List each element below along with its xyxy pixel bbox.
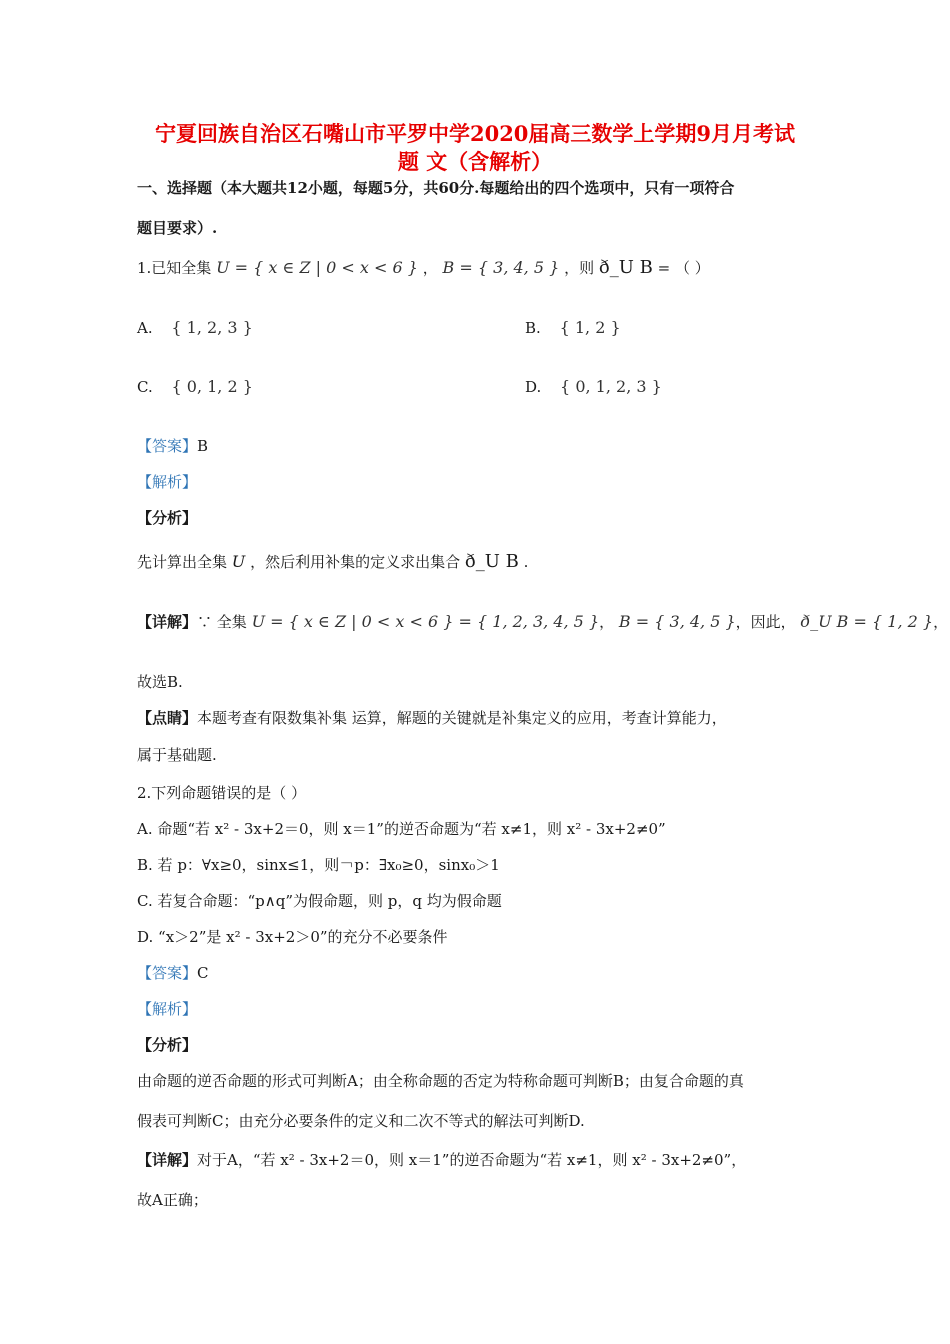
document-title — [130, 120, 820, 176]
q2-fenxi-line-2: 假表可判断C；由充分必要条件的定义和二次不等式的解法可判断D. — [137, 1112, 585, 1130]
q1-answer-tag: 【答案】 — [137, 437, 198, 455]
q1-stem-mid: ，则 — [564, 259, 595, 277]
section-heading-line-1: 一、选择题（本大题共12小题，每题5分，共60分.每题给出的四个选项中，只有一项符合 — [137, 179, 735, 197]
q2-answer-value: C — [197, 964, 209, 982]
q2-detail-line-2: 故A正确； — [137, 1191, 208, 1209]
q2-answer-tag: 【答案】 — [137, 964, 198, 982]
q2-detail-text-1: 对于A，“若 x² - 3x+2＝0，则 x＝1”的逆否命题为“若 x≠1，则 x² - 3x+2≠0”， — [197, 1151, 747, 1169]
q1-detail-part-a: ∵ 全集 — [197, 613, 247, 631]
q1-fenxi-complement: ð_U B — [464, 551, 519, 572]
q1-B-definition: B = { 3, 4, 5 } — [442, 258, 560, 277]
q1-stem: 1.已知全集 U = { x ∈ Z | 0 < x < 6 } ， B = { 3, 4, 5 } ，则 ð_U B = （ ） — [137, 257, 710, 278]
q1-option-a-value: { 1, 2, 3 } — [171, 318, 253, 337]
q2-detail-tag: 【详解】 — [137, 1151, 198, 1169]
q1-option-a — [137, 318, 253, 338]
q1-detail-U: U = { x ∈ Z | 0 < x < 6 } = { 1, 2, 3, 4, 5 } — [251, 612, 600, 631]
section-heading-line-2: 题目要求）. — [137, 219, 218, 237]
q1-U-definition: U = { x ∈ Z | 0 < x < 6 } — [216, 258, 418, 277]
q1-option-c-value: { 0, 1, 2 } — [171, 377, 253, 396]
q1-comment-text-1: 本题考查有限数集补集 运算，解题的关键就是补集定义的应用，考查计算能力， — [197, 709, 727, 727]
q1-fenxi-text — [137, 552, 528, 572]
title-line-1: 宁夏回族自治区石嘴山市平罗中学2020届高三数学上学期9月月考试 — [154, 121, 796, 146]
q2-option-c: C. 若复合命题：“p∧q”为假命题，则 p，q 均为假命题 — [137, 892, 502, 910]
q2-fenxi-line-1: 由命题的逆否命题的形式可判断A；由全称命题的否定为特称命题可判断B；由复合命题的真 — [137, 1072, 744, 1090]
q2-option-a: A. 命题“若 x² - 3x+2＝0，则 x＝1”的逆否命题为“若 x≠1，则 x² - 3x+2≠0” — [137, 820, 666, 838]
q1-stem-prefix: 1.已知全集 — [137, 259, 212, 277]
q1-complement: ð_U B — [598, 257, 653, 278]
q1-comment-line-1 — [137, 708, 727, 728]
q1-detail-end: ， — [933, 613, 949, 631]
q1-option-b — [525, 318, 621, 338]
q1-detail-sep: ， — [599, 613, 615, 631]
q1-fenxi-U: U — [231, 552, 246, 571]
q2-option-d: D. “x＞2”是 x² - 3x+2＞0”的充分不必要条件 — [137, 928, 448, 946]
q1-detail-conclusion: 故选B. — [137, 673, 183, 691]
title-line-2: 题 文（含解析） — [397, 149, 553, 174]
q1-comment-line-2: 属于基础题. — [137, 746, 217, 764]
q1-fenxi-end: . — [523, 553, 529, 571]
q2-detail-line-1 — [137, 1150, 746, 1170]
q2-stem: 2.下列命题错误的是（ ） — [137, 784, 307, 802]
q2-fenxi-tag: 【分析】 — [137, 1036, 198, 1054]
q1-option-c-label: C. — [137, 378, 153, 396]
q1-fenxi-part-a: 先计算出全集 — [137, 553, 228, 571]
q2-analysis-tag: 【解析】 — [137, 1000, 198, 1018]
q1-analysis-tag: 【解析】 — [137, 473, 198, 491]
q2-answer — [137, 963, 209, 983]
q1-answer-value: B — [197, 437, 209, 455]
q1-detail-complement: ð_U B = { 1, 2 } — [800, 612, 934, 631]
q1-comment-tag: 【点睛】 — [137, 709, 198, 727]
q1-detail-part-b: ，因此， — [735, 613, 796, 631]
q1-option-b-label: B. — [525, 319, 541, 337]
q1-option-d-label: D. — [525, 378, 542, 396]
q1-fenxi-tag: 【分析】 — [137, 509, 198, 527]
q1-detail-tag: 【详解】 — [137, 613, 198, 631]
q1-option-a-label: A. — [137, 319, 153, 337]
q1-option-c — [137, 377, 253, 397]
q1-option-d-value: { 0, 1, 2, 3 } — [560, 377, 662, 396]
q2-option-b: B. 若 p：∀x≥0，sinx≤1，则￢p：∃x₀≥0，sinx₀＞1 — [137, 856, 500, 874]
q1-detail-B: B = { 3, 4, 5 } — [618, 612, 736, 631]
q1-fenxi-part-b: ，然后利用补集的定义求出集合 — [250, 553, 461, 571]
q1-stem-suffix: = （ ） — [657, 259, 710, 277]
q1-detail — [137, 612, 948, 632]
q1-answer — [137, 436, 208, 456]
q1-option-b-value: { 1, 2 } — [559, 318, 621, 337]
q1-option-d — [525, 377, 662, 397]
